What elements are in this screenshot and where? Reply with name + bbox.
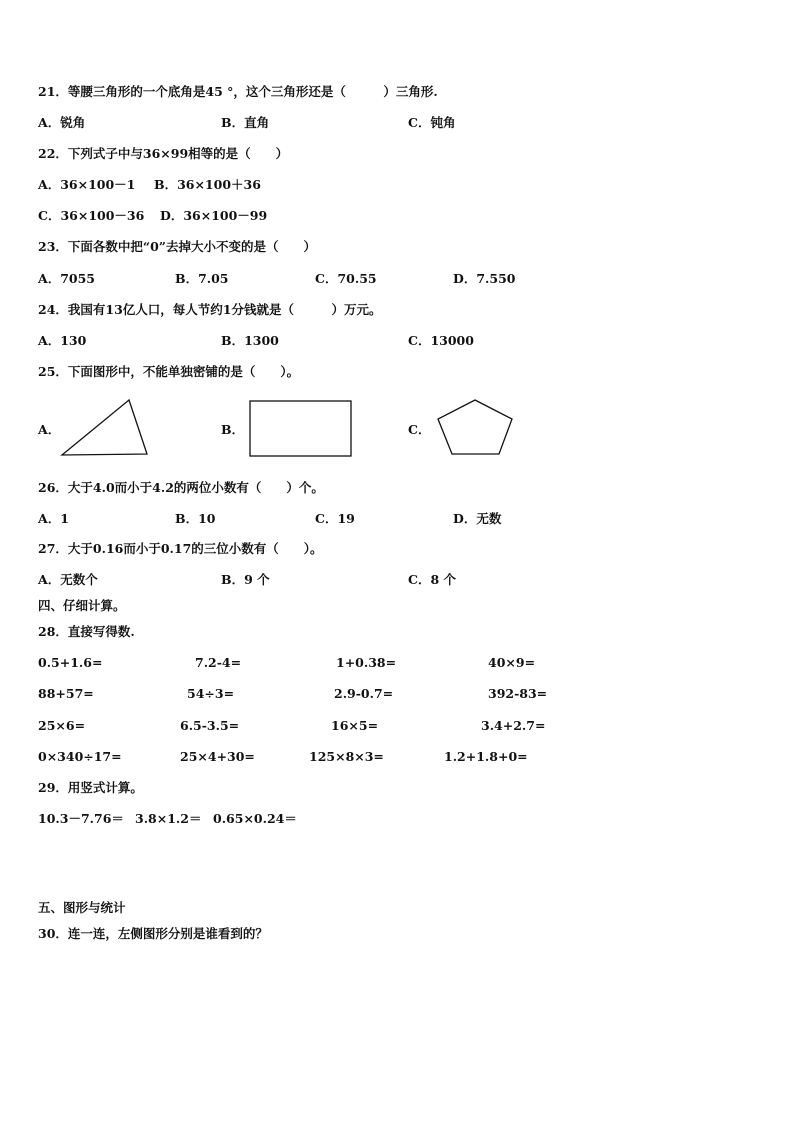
calc-item: 88+57= (38, 686, 94, 701)
q21-option-c[interactable]: C．钝角 (408, 115, 456, 130)
vertical-calc-item: 3.8×1.2＝ (135, 811, 202, 826)
q22-option-d[interactable]: D．36×100－99 (160, 208, 268, 223)
q23-option-b[interactable]: B．7.05 (175, 271, 229, 286)
q25-option-c[interactable]: C． (408, 422, 431, 437)
section-5-heading: 五、图形与统计 (38, 900, 126, 915)
calc-item: 7.2-4= (195, 655, 242, 670)
calc-item: 16×5= (331, 718, 379, 733)
q24-stem: 24．我国有13亿人口，每人节约1分钱就是（ ）万元。 (38, 302, 382, 317)
triangle-figure (58, 396, 154, 460)
q25-stem: 25．下面图形中，不能单独密铺的是（ ）。 (38, 364, 300, 379)
q24-option-b[interactable]: B．1300 (221, 333, 279, 348)
q24-option-c[interactable]: C．13000 (408, 333, 474, 348)
q26-option-b[interactable]: B．10 (175, 511, 216, 526)
q23-option-c[interactable]: C．70.55 (315, 271, 377, 286)
q25-option-a[interactable]: A． (38, 422, 61, 437)
q21-stem: 21．等腰三角形的一个底角是45 °，这个三角形还是（ ）三角形. (38, 84, 438, 99)
q26-option-d[interactable]: D．无数 (453, 511, 502, 526)
q30-stem: 30．连一连，左侧图形分别是谁看到的？ (38, 926, 268, 941)
calc-item: 3.4+2.7= (481, 718, 546, 733)
q23-option-d[interactable]: D．7.550 (453, 271, 516, 286)
calc-item: 125×8×3= (309, 749, 384, 764)
calc-item: 1+0.38= (336, 655, 397, 670)
q27-option-b[interactable]: B．9 个 (221, 572, 270, 587)
calc-item: 0×340÷17= (38, 749, 122, 764)
q25-option-b[interactable]: B． (221, 422, 245, 437)
q22-option-b[interactable]: B．36×100＋36 (154, 177, 261, 192)
calc-item: 392-83= (488, 686, 548, 701)
q27-stem: 27．大于0.16而小于0.17的三位小数有（ ）。 (38, 541, 323, 556)
q23-stem: 23．下面各数中把“0”去掉大小不变的是（ ） (38, 239, 316, 254)
calc-item: 25×6= (38, 718, 86, 733)
q28-stem: 28．直接写得数. (38, 624, 135, 639)
section-4-heading: 四、仔细计算。 (38, 598, 126, 613)
q22-option-c[interactable]: C．36×100－36 (38, 208, 145, 223)
calc-item: 6.5-3.5= (180, 718, 240, 733)
q21-option-b[interactable]: B．直角 (221, 115, 270, 130)
q21-option-a[interactable]: A．锐角 (38, 115, 86, 130)
q29-stem: 29．用竖式计算。 (38, 780, 143, 795)
calc-item: 2.9-0.7= (334, 686, 394, 701)
q27-option-c[interactable]: C．8 个 (408, 572, 456, 587)
q22-stem: 22．下列式子中与36×99相等的是（ ） (38, 146, 289, 161)
calc-item: 25×4+30= (180, 749, 255, 764)
q24-option-a[interactable]: A．130 (38, 333, 87, 348)
q27-option-a[interactable]: A．无数个 (38, 572, 98, 587)
q26-option-c[interactable]: C．19 (315, 511, 355, 526)
q23-option-a[interactable]: A．7055 (38, 271, 95, 286)
rectangle-figure (248, 399, 354, 459)
calc-item: 40×9= (488, 655, 536, 670)
calc-item: 54÷3= (187, 686, 235, 701)
calc-item: 1.2+1.8+0= (444, 749, 528, 764)
calc-item: 0.5+1.6= (38, 655, 103, 670)
pentagon-figure (434, 396, 518, 460)
vertical-calc-item: 10.3－7.76＝ (38, 811, 124, 826)
vertical-calc-item: 0.65×0.24＝ (213, 811, 297, 826)
q26-option-a[interactable]: A．1 (38, 511, 69, 526)
q26-stem: 26．大于4.0而小于4.2的两位小数有（ ）个。 (38, 480, 324, 495)
q22-option-a[interactable]: A．36×100－1 (38, 177, 136, 192)
